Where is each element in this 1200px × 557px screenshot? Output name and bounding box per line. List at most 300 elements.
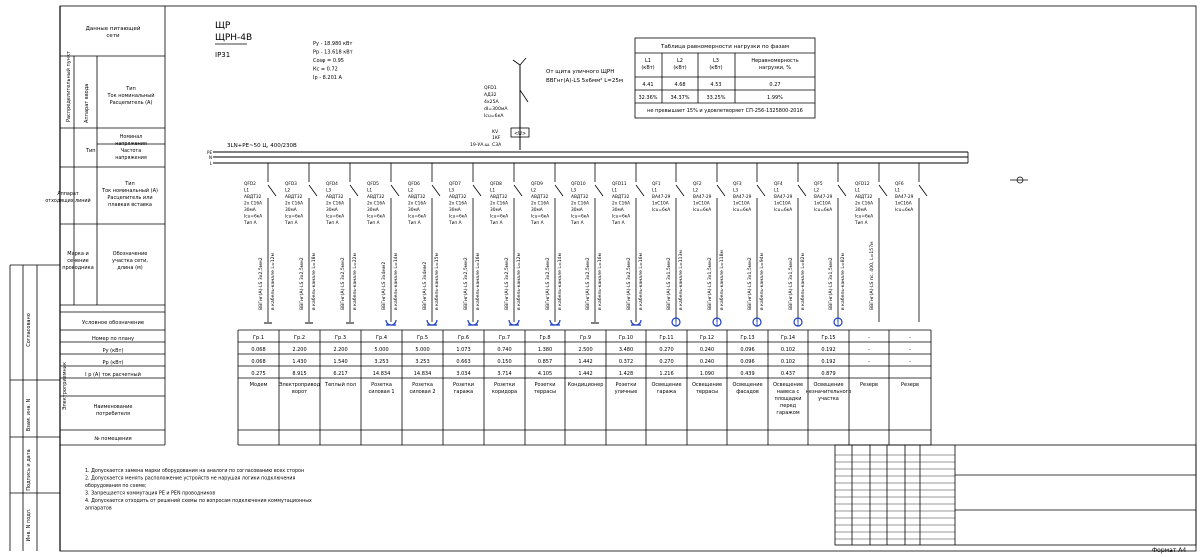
cell-pu-15: - bbox=[868, 347, 870, 353]
load-table-r1-2: 4.53 bbox=[710, 82, 722, 88]
load-table-header-0 bbox=[641, 58, 654, 71]
circuit-breaker-contact-11 bbox=[717, 185, 725, 196]
label-supply-line: Данные питающей bbox=[85, 26, 141, 32]
cell-pu-16: - bbox=[909, 347, 911, 353]
circuit-device-13-2: ВА47-29 bbox=[774, 195, 793, 200]
cell-ip-4: 14.834 bbox=[413, 371, 432, 377]
circuit-device-4-5: Icu=6кА bbox=[408, 214, 427, 220]
cell-name-line: ворот bbox=[291, 389, 308, 395]
label-brand-line: сечение bbox=[67, 258, 89, 264]
circuit-device-4-3: 2х C16А bbox=[408, 201, 427, 207]
circuit-device-1-0: QFD3 bbox=[285, 182, 297, 187]
label-room: № помещения bbox=[94, 436, 132, 442]
cell-name-1 bbox=[279, 382, 321, 395]
circuit-device-10-3: 1хС10А bbox=[652, 201, 669, 207]
cell-plan-0: Гр.1 bbox=[253, 335, 264, 341]
cell-plan-14: Гр.15 bbox=[821, 335, 836, 341]
circuit-device-7-2: АВДТ32 bbox=[531, 195, 549, 200]
circuit-device-5-5: Icu=6кА bbox=[449, 214, 468, 220]
cell-ip-8: 1.442 bbox=[578, 371, 593, 377]
label-type-rated-line: Расцепитель (А) bbox=[109, 100, 153, 106]
circuit-device-12-4: Icu=6кА bbox=[733, 208, 752, 213]
panel-param-0: Ру - 18.980 кВт bbox=[313, 41, 353, 47]
cell-plan-8: Гр.9 bbox=[580, 335, 591, 341]
circuit-device-5-3: 2х C16А bbox=[449, 201, 468, 207]
load-table-r1-0: 4.41 bbox=[642, 82, 654, 88]
note-1: 2. Допускается менять расположение устройств не нарушая логики подключения bbox=[85, 476, 296, 482]
label-pr: Рр (кВт) bbox=[102, 360, 124, 366]
panel-param-2: Cosφ = 0.95 bbox=[313, 58, 344, 64]
circuit-device-11-3: 1хС10А bbox=[693, 201, 710, 207]
panel-name: ЩР bbox=[215, 21, 231, 31]
label-outgoing-line: отходящих линий bbox=[45, 199, 91, 204]
main-breaker-0: QFD1 bbox=[484, 86, 497, 91]
cell-pu-14: 0.192 bbox=[821, 347, 836, 353]
cell-plan-10: Гр.11 bbox=[659, 335, 674, 341]
circuit-device-16-2: ВА47-29 bbox=[895, 195, 914, 200]
circuit-device-10-0: QF1 bbox=[652, 182, 661, 187]
circuit-device-1-4: 30мА bbox=[285, 208, 297, 213]
label-nominal bbox=[115, 134, 147, 161]
circuit-device-3-4: 30мА bbox=[367, 208, 379, 213]
circuit-device-11-4: Icu=6кА bbox=[693, 208, 712, 213]
label-type-rated bbox=[106, 86, 154, 106]
cell-name-line: перед bbox=[779, 403, 797, 409]
label-name bbox=[94, 404, 133, 417]
circuit-device-2-6: Тип А bbox=[326, 221, 339, 226]
circuit-cable-2: ВВГнг(А)-LS 3х2,5мм2 bbox=[341, 257, 346, 310]
circuit-device-8-1: L3 bbox=[571, 188, 577, 194]
circuit-device-13-3: 1хС10А bbox=[774, 201, 791, 207]
cell-name-line: Кондиционер bbox=[567, 382, 604, 388]
circuit-device-8-0: QFD10 bbox=[571, 182, 586, 187]
circuit-device-12-1: L3 bbox=[733, 188, 739, 194]
label-designation-line: длина (м) bbox=[117, 265, 143, 271]
circuit-len-3: в кабель-канале L=14м bbox=[394, 252, 399, 310]
cell-name-13 bbox=[773, 382, 803, 416]
kv-label-0: KV bbox=[492, 130, 499, 135]
label-pu: Ру (кВт) bbox=[102, 348, 124, 354]
circuit-device-0-6: Тип А bbox=[244, 221, 257, 226]
bus-label-0: PE bbox=[207, 150, 212, 155]
label-name-line: Наименование bbox=[93, 404, 133, 410]
label-type-rated-line: Тип bbox=[126, 86, 136, 92]
feed-arrow bbox=[520, 58, 526, 65]
circuit-len-7: в кабель-канале L=14м bbox=[558, 252, 563, 310]
cell-name-line: Освещение bbox=[651, 382, 682, 388]
circuit-len-10: в кабель-канале L=113м bbox=[679, 250, 684, 310]
circuit-device-6-1: L1 bbox=[490, 188, 496, 194]
circuit-device-0-0: QFD2 bbox=[244, 182, 256, 187]
circuit-device-12-0: QF3 bbox=[733, 182, 742, 187]
load-table-header-3-line: Неравномерность bbox=[751, 58, 799, 64]
cell-pr-0: 0.068 bbox=[251, 359, 266, 365]
label-symbol: Условное обозначение bbox=[81, 320, 145, 326]
circuit-device-15-1: L1 bbox=[855, 188, 861, 194]
circuit-cable-14: ВВГнг(А)-LS 3х1,5мм2 bbox=[829, 257, 834, 310]
label-nominal-line: напряжения bbox=[115, 142, 147, 147]
circuit-device-9-4: 30мА bbox=[612, 208, 624, 213]
kv-text: 19-УА.ш. С3А bbox=[470, 143, 502, 148]
cell-plan-15: - bbox=[868, 335, 870, 341]
circuit-device-4-2: АВДТ32 bbox=[408, 195, 426, 200]
note-2: оборудования по схеме; bbox=[85, 484, 147, 489]
circuit-device-16-1: L1 bbox=[895, 188, 901, 194]
load-table-header-3 bbox=[751, 58, 798, 71]
circuit-device-9-2: АВДТ32 bbox=[612, 195, 630, 200]
cell-name-line: уличные bbox=[614, 389, 638, 395]
label-device-input: Аппарат ввода bbox=[84, 83, 90, 123]
cell-pu-2: 2.200 bbox=[333, 347, 348, 353]
panel-param-4: Iр - 8.201 А bbox=[313, 75, 342, 81]
cell-plan-11: Гр.12 bbox=[699, 335, 715, 341]
cell-ip-14: 0.879 bbox=[821, 371, 836, 377]
circuit-device-14-0: QF5 bbox=[814, 182, 823, 187]
cell-name-line: Теплый пол bbox=[325, 382, 356, 388]
cell-pr-10: 0.270 bbox=[659, 359, 674, 365]
cell-name-line: Розетка bbox=[371, 382, 392, 388]
cell-pu-10: 0.270 bbox=[659, 347, 674, 353]
circuit-device-2-5: Icu=6кА bbox=[326, 214, 345, 220]
load-table-header-0-line: (кВт) bbox=[641, 65, 655, 71]
circuit-device-15-3: 2х C16А bbox=[855, 201, 874, 207]
circuit-device-0-4: 30мА bbox=[244, 208, 256, 213]
circuit-breaker-contact-0 bbox=[268, 185, 276, 196]
main-breaker-1: АД32 bbox=[484, 93, 497, 98]
cell-name-line: Розетки bbox=[453, 382, 474, 388]
cell-pr-13: 0.102 bbox=[780, 359, 796, 365]
circuit-device-5-0: QFD7 bbox=[449, 182, 461, 187]
circuit-device-2-2: АВДТ32 bbox=[326, 195, 344, 200]
circuit-device-8-6: Тип А bbox=[571, 221, 584, 226]
cell-pu-1: 2.200 bbox=[292, 347, 307, 353]
circuit-device-10-2: ВА47-29 bbox=[652, 195, 671, 200]
cell-name-6 bbox=[492, 382, 517, 395]
circuit-device-10-4: Icu=6кА bbox=[652, 208, 671, 213]
circuit-breaker-contact-10 bbox=[676, 185, 684, 196]
load-table-header-1-line: L2 bbox=[677, 58, 683, 64]
cell-ip-12: 0.439 bbox=[740, 371, 755, 377]
circuit-cable-4: ВВГнг(А)-LS 3х4мм2 bbox=[423, 261, 428, 310]
cell-pu-12: 0.096 bbox=[740, 347, 755, 353]
circuit-breaker-contact-15 bbox=[879, 185, 887, 196]
cell-name-line: гаража bbox=[656, 389, 677, 395]
cell-name-line: навеса с bbox=[776, 389, 800, 395]
cell-name-15 bbox=[860, 382, 878, 388]
format-label: Формат А4 bbox=[1152, 547, 1187, 554]
cell-pr-7: 0.857 bbox=[537, 359, 553, 365]
circuit-cable-10: ВВГнг(А)-LS 3х1,5мм2 bbox=[667, 257, 672, 310]
label-outgoing-params bbox=[101, 181, 158, 208]
label-name-line: потребителя bbox=[95, 411, 131, 417]
circuit-len-13: в кабель-канале L=82м bbox=[801, 252, 806, 310]
label-designation bbox=[112, 251, 148, 271]
cell-name-12 bbox=[732, 382, 762, 395]
circuit-cable-12: ВВГнг(А)-LS 3х1,5мм2 bbox=[748, 257, 753, 310]
circuit-device-14-4: Icu=6кА bbox=[814, 208, 833, 213]
circuit-breaker-contact-2 bbox=[350, 185, 358, 196]
circuit-device-7-4: 30мА bbox=[531, 208, 543, 213]
circuit-device-0-2: АВДТ32 bbox=[244, 195, 262, 200]
circuit-device-11-1: L2 bbox=[693, 188, 699, 194]
cell-plan-2: Гр.3 bbox=[335, 335, 346, 341]
circuit-device-0-1: L1 bbox=[244, 188, 250, 194]
cell-name-line: Освещение bbox=[772, 382, 804, 388]
circuit-device-9-0: QFD11 bbox=[612, 182, 627, 187]
label-supply-line: сети bbox=[106, 33, 120, 39]
label-nominal-line: Номинал bbox=[119, 135, 143, 140]
cell-name-line: Розетка bbox=[412, 382, 433, 388]
load-table-header-3-line: нагрузки, % bbox=[759, 65, 791, 71]
circuit-breaker-contact-1 bbox=[309, 185, 317, 196]
cell-name-line: террасы bbox=[695, 389, 719, 395]
main-breaker-3: dI=300мА bbox=[484, 107, 508, 112]
cell-pu-11: 0.240 bbox=[699, 347, 715, 353]
side-stamp-1: Взам. инв. N bbox=[26, 398, 32, 432]
cell-plan-3: Гр.4 bbox=[376, 335, 387, 341]
cell-name-line: Электропривод bbox=[278, 382, 321, 388]
cell-name-5 bbox=[453, 382, 474, 395]
cell-name-line: фасадов bbox=[736, 389, 759, 395]
circuit-device-12-3: 1хС10А bbox=[733, 201, 750, 207]
cell-pr-5: 0.663 bbox=[456, 359, 471, 365]
bus-label-2: L bbox=[209, 161, 212, 166]
circuit-device-14-2: ВА47-29 bbox=[814, 195, 833, 200]
circuit-cable-0: ВВГнг(А)-LS 3х2,5мм2 bbox=[259, 257, 264, 310]
note-0: 1. Допускается замена марки оборудования на аналоги по согласованию всех сторон bbox=[85, 469, 305, 474]
circuit-device-5-1: L3 bbox=[449, 188, 455, 194]
circuit-len-2: в кабель-канале L=22м bbox=[353, 252, 358, 310]
cell-name-4 bbox=[409, 382, 435, 395]
circuit-breaker-contact-13 bbox=[798, 185, 806, 196]
feed-arrow bbox=[513, 60, 520, 65]
main-breaker-contact bbox=[520, 90, 528, 102]
circuit-breaker-contact-3 bbox=[391, 185, 399, 196]
note-3: 3. Запрещается коммутация PE и PEN проводников bbox=[85, 491, 216, 497]
side-stamp-0: Согласовано bbox=[26, 313, 32, 347]
cell-pr-2: 1.540 bbox=[333, 359, 348, 365]
load-table-r1-3: 0.27 bbox=[769, 82, 781, 88]
circuit-len-0: в кабель-канале L=12м bbox=[271, 252, 276, 310]
circuit-cable-7: ВВГнг(А)-LS 3х2,5мм2 bbox=[546, 257, 551, 310]
circuit-len-8: в кабель-канале L=16м bbox=[598, 252, 603, 310]
circuit-device-3-5: Icu=6кА bbox=[367, 214, 386, 220]
label-nominal-line: Частота bbox=[120, 149, 142, 154]
cell-ip-9: 1.428 bbox=[618, 371, 634, 377]
cell-pr-6: 0.150 bbox=[497, 359, 512, 365]
circuit-device-15-6: Тип А bbox=[855, 221, 868, 226]
circuit-breaker-contact-12 bbox=[757, 185, 765, 196]
circuit-device-1-6: Тип А bbox=[285, 221, 298, 226]
label-type: Тип bbox=[86, 148, 96, 154]
circuit-device-16-0: QF6 bbox=[895, 182, 904, 187]
cell-name-line: силовая 1 bbox=[368, 389, 395, 395]
cell-pr-4: 3.253 bbox=[415, 359, 430, 365]
circuit-len-1: в кабель-канале L=18м bbox=[312, 252, 317, 310]
label-brand bbox=[62, 251, 94, 271]
circuit-device-2-4: 30мА bbox=[326, 208, 338, 213]
circuit-device-6-4: 30мА bbox=[490, 208, 502, 213]
cell-ip-3: 14.834 bbox=[372, 371, 391, 377]
circuit-cable-9: ВВГнг(А)-LS 3х2,5мм2 bbox=[627, 257, 632, 310]
note-4: 4. Допускается отходить от решений схемы по вопросам подключения коммутационных bbox=[85, 499, 312, 504]
cell-pu-13: 0.102 bbox=[780, 347, 796, 353]
busbar-label: 3LN+PE~50 Ц, 400/230В bbox=[227, 143, 297, 149]
circuit-device-2-0: QFD4 bbox=[326, 182, 338, 187]
circuit-device-3-1: L1 bbox=[367, 188, 373, 194]
load-table-header-2-line: L3 bbox=[713, 58, 719, 64]
cell-name-16 bbox=[901, 382, 919, 388]
circuit-cable-3: ВВГнг(А)-LS 3х4мм2 bbox=[382, 261, 387, 310]
circuit-breaker-contact-8 bbox=[595, 185, 603, 196]
circuit-device-6-2: АВДТ32 bbox=[490, 195, 508, 200]
circuit-device-8-3: 2х C16А bbox=[571, 201, 590, 207]
cell-pu-3: 5.000 bbox=[374, 347, 389, 353]
circuit-device-4-4: 30мА bbox=[408, 208, 420, 213]
label-outgoing-params-line: плавкая вставка bbox=[108, 202, 152, 208]
label-outgoing-params-line: Ток номинальный (А) bbox=[102, 188, 158, 194]
cell-name-9 bbox=[615, 382, 638, 395]
circuit-device-7-5: Icu=6кА bbox=[531, 214, 550, 220]
circuit-len-6: в кабель-канале L=12м bbox=[517, 252, 522, 310]
cell-name-line: площадки bbox=[774, 396, 802, 402]
circuit-device-8-4: 30мА bbox=[571, 208, 583, 213]
circuit-cable-11: ВВГнг(А)-LS 3х1,5мм2 bbox=[708, 257, 713, 310]
label-outgoing bbox=[45, 191, 90, 204]
circuit-device-8-5: Icu=6кА bbox=[571, 214, 590, 220]
cell-name-line: террасы bbox=[533, 389, 557, 395]
label-ip: I р (А) ток расчетный bbox=[85, 372, 141, 378]
load-table-r1-1: 4.68 bbox=[674, 82, 686, 88]
circuit-cable-1: ВВГнг(А)-LS 3х2,5мм2 bbox=[300, 257, 305, 310]
cell-pr-16: - bbox=[909, 359, 911, 365]
cell-pu-9: 3.480 bbox=[618, 347, 634, 353]
circuit-cable-13: ВВГнг(А)-LS 3х1,5мм2 bbox=[789, 257, 794, 310]
load-table-header-1 bbox=[673, 58, 686, 71]
cell-pr-11: 0.240 bbox=[699, 359, 715, 365]
load-table-r2-2: 33.25% bbox=[706, 95, 726, 101]
circuit-breaker-contact-14 bbox=[838, 185, 846, 196]
circuit-device-3-2: АВДТ32 bbox=[367, 195, 385, 200]
cell-name-2 bbox=[324, 381, 356, 388]
cell-plan-7: Гр.8 bbox=[539, 335, 551, 341]
circuit-breaker-contact-16 bbox=[919, 185, 927, 196]
cell-name-10 bbox=[651, 382, 681, 395]
circuit-device-14-1: L2 bbox=[814, 188, 820, 194]
cell-pr-1: 1.430 bbox=[292, 359, 307, 365]
circuit-device-9-1: L1 bbox=[612, 188, 618, 194]
cell-name-14 bbox=[806, 382, 852, 402]
circuit-device-7-0: QFD9 bbox=[531, 182, 543, 187]
cell-ip-7: 4.105 bbox=[537, 371, 553, 377]
circuit-breaker-contact-9 bbox=[636, 185, 644, 196]
panel-ip: IP31 bbox=[215, 51, 231, 59]
cell-name-line: Розетки bbox=[494, 382, 515, 388]
cell-ip-6: 3.714 bbox=[497, 371, 512, 377]
cell-plan-5: Гр.6 bbox=[458, 335, 469, 341]
cell-pu-8: 2.500 bbox=[578, 347, 593, 353]
circuit-cable-8: ВВГнг(А)-LS 3х2,5мм2 bbox=[586, 257, 591, 310]
circuit-device-15-0: QFD12 bbox=[855, 182, 870, 187]
load-table-note: не превышает 15% и удовлетворяет СП-256-1325800-2016 bbox=[647, 108, 803, 114]
cell-name-0 bbox=[250, 382, 268, 388]
circuit-device-13-0: QF4 bbox=[774, 182, 783, 187]
circuit-len-5: в кабель-канале L=16м bbox=[476, 252, 481, 310]
circuit-device-15-4: 30мА bbox=[855, 208, 867, 213]
circuit-device-2-3: 2х C16А bbox=[326, 201, 345, 207]
load-table-header-1-line: (кВт) bbox=[673, 65, 687, 71]
cell-pr-12: 0.096 bbox=[740, 359, 755, 365]
cell-name-line: Освещение bbox=[732, 382, 763, 388]
cell-name-7 bbox=[534, 382, 556, 395]
cell-plan-13: Гр.14 bbox=[780, 335, 796, 341]
cell-plan-6: Гр.7 bbox=[499, 335, 510, 341]
circuit-device-3-0: QFD5 bbox=[367, 182, 379, 187]
label-outgoing-params-line: Тип bbox=[125, 181, 135, 187]
cell-pr-8: 1.442 bbox=[578, 359, 593, 365]
circuit-device-16-4: Icu=6кА bbox=[895, 208, 914, 213]
cell-pu-0: 0.068 bbox=[251, 347, 266, 353]
circuit-device-14-3: 1хС10А bbox=[814, 201, 831, 207]
label-consumers: Электроприемник bbox=[62, 361, 68, 410]
cell-name-line: Модем bbox=[249, 382, 268, 388]
label-brand-line: проводника bbox=[62, 265, 94, 271]
circuit-device-15-5: Icu=6кА bbox=[855, 214, 874, 220]
cell-pu-4: 5.000 bbox=[415, 347, 430, 353]
circuit-device-4-1: L2 bbox=[408, 188, 414, 194]
label-brand-line: Марка и bbox=[67, 251, 89, 257]
relay-label: <U> bbox=[513, 131, 527, 137]
cell-ip-11: 1.090 bbox=[699, 371, 715, 377]
panel-param-3: Кс = 0.72 bbox=[313, 66, 338, 73]
main-breaker-2: 4х25А bbox=[484, 100, 499, 105]
circuit-device-5-2: АВДТ32 bbox=[449, 195, 467, 200]
side-stamp-2: Подпись и дата bbox=[26, 449, 32, 491]
cell-name-3 bbox=[368, 382, 394, 395]
cell-name-line: гаража bbox=[453, 389, 474, 395]
cell-name-line: силовая 2 bbox=[409, 389, 436, 395]
feed-line1: От щита уличного ЩРН bbox=[546, 69, 615, 75]
circuit-breaker-contact-4 bbox=[432, 185, 440, 196]
circuit-device-6-6: Тип А bbox=[490, 221, 503, 226]
circuit-len-9: в кабель-канале L=16м bbox=[639, 252, 644, 310]
cell-name-line: Резерв bbox=[901, 382, 919, 388]
circuit-device-9-5: Icu=6кА bbox=[612, 214, 631, 220]
circuit-breaker-contact-5 bbox=[473, 185, 481, 196]
circuit-cable-6: ВВГнг(А)-LS 3х2,5мм2 bbox=[505, 257, 510, 310]
circuit-device-6-5: Icu=6кА bbox=[490, 214, 509, 220]
circuit-device-8-2: АВДТ32 bbox=[571, 195, 589, 200]
bus-label-1: N bbox=[209, 155, 212, 160]
circuit-len-11: в кабель-канале L=118м bbox=[720, 250, 725, 310]
cell-ip-13: 0.437 bbox=[780, 371, 796, 377]
circuit-device-11-0: QF2 bbox=[693, 182, 702, 187]
load-table-header-0-line: L1 bbox=[645, 58, 651, 64]
title-block bbox=[835, 445, 1196, 545]
cell-pr-14: 0.192 bbox=[821, 359, 836, 365]
cell-ip-10: 1.216 bbox=[659, 371, 674, 377]
circuit-device-7-3: 2х C16А bbox=[531, 201, 550, 207]
circuit-device-4-0: QFD6 bbox=[408, 182, 420, 187]
cell-ip-1: 8.915 bbox=[292, 371, 307, 377]
load-table-r2-3: 1.99% bbox=[767, 95, 783, 101]
circuit-breaker-contact-7 bbox=[555, 185, 563, 196]
circuit-device-9-6: Тип А bbox=[612, 221, 625, 226]
panel-param-1: Рр - 13.618 кВт bbox=[313, 49, 353, 56]
cell-ip-0: 0.275 bbox=[251, 371, 266, 377]
cell-name-line: Освещение bbox=[813, 382, 844, 388]
circuit-device-10-1: L1 bbox=[652, 188, 658, 194]
